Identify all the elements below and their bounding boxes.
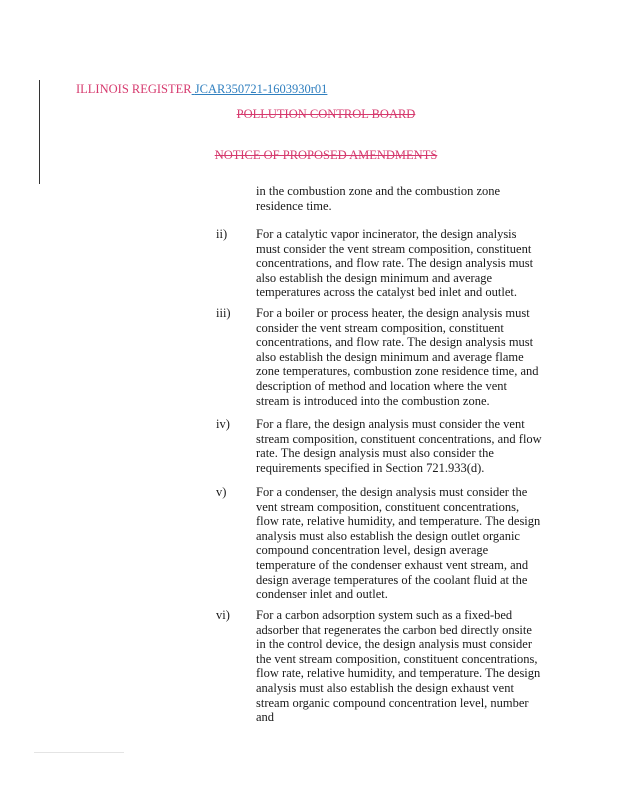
item-text-iv: For a flare, the design analysis must consider the vent stream composition, constituent concentrations, and flow rate. The design analysis must also consider the requirements specified in Section 721.933(d).: [256, 417, 542, 475]
item-label-iv: iv): [216, 417, 230, 431]
item-label-ii: ii): [216, 227, 228, 241]
footer-rule: [34, 752, 124, 753]
item-label-v: v): [216, 485, 227, 499]
board-title: POLLUTION CONTROL BOARD: [236, 107, 416, 121]
register-header: [76, 82, 327, 97]
notice-title: NOTICE OF PROPOSED AMENDMENTS: [214, 148, 438, 162]
item-label-vi: vi): [216, 608, 230, 622]
item-label-iii: iii): [216, 306, 231, 320]
register-title: ILLINOIS REGISTER: [76, 82, 192, 96]
jcar-code-link[interactable]: JCAR350721-1603930r01: [194, 82, 328, 96]
item-text-ii: For a catalytic vapor incinerator, the design analysis must consider the vent stream composition, constituent concentrations, and flow rate. The design analysis must also establish the design minimum and average temperatures across the catalyst bed inlet and outlet.: [256, 227, 534, 300]
continuation-paragraph: in the combustion zone and the combustion zone residence time.: [256, 184, 501, 213]
item-text-iii: For a boiler or process heater, the design analysis must consider the vent stream composition, constituent concentrations, and flow rate. The design analysis must also establish the design minimum and average flame zone temperatures, combustion zone residence time, and description of method and location where the vent stream is introduced into the combustion zone.: [256, 306, 539, 408]
item-text-vi: For a carbon adsorption system such as a fixed-bed adsorber that regenerates the carbon bed directly onsite in the control device, the design analysis must consider the vent stream composition, constituent concentrations, flow rate, relative humidity, and temperature. The design analysis must also establish the design exhaust vent stream organic compound concentration level, number and: [256, 608, 541, 725]
item-text-v: For a condenser, the design analysis must consider the vent stream composition, constituent concentrations, flow rate, relative humidity, and temperature. The design analysis must also establish the design outlet organic compound concentration level, design average temperature of the condenser exhaust vent stream, and design average temperatures of the coolant fluid at the condenser inlet and outlet.: [256, 485, 541, 602]
margin-change-bar: [39, 80, 40, 184]
